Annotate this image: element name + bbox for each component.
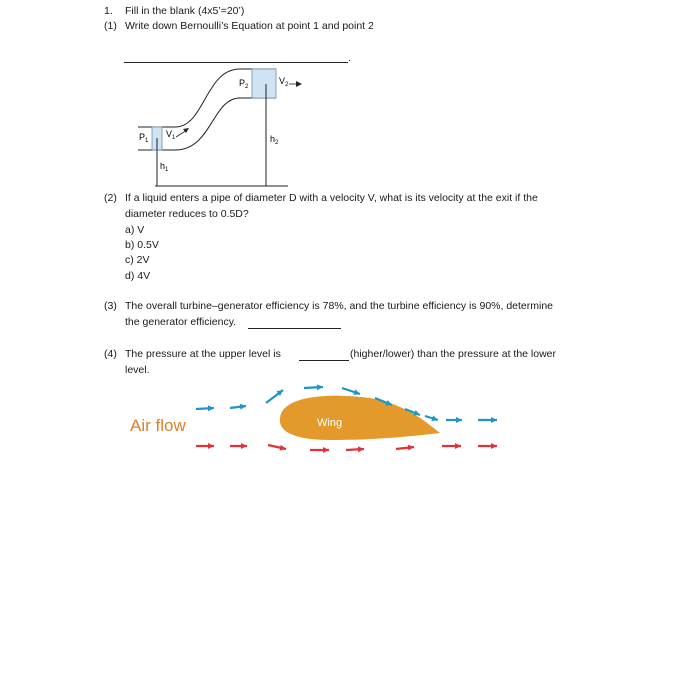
q1-answer-blank[interactable] [124, 62, 348, 63]
q4-number: (4) [104, 348, 117, 360]
q2-option-a[interactable]: a) V [125, 224, 145, 236]
q4-text-line1b: (higher/lower) than the pressure at the lower [350, 348, 557, 360]
bernoulli-pipe-diagram [130, 64, 310, 190]
blue-arrow [342, 388, 360, 394]
airflow-label: Air flow [130, 416, 186, 435]
h1-label: $h_1$ [160, 161, 169, 173]
red-arrow [268, 445, 286, 449]
q3-text-line1: The overall turbine–generator efficiency is 78%, and the turbine efficiency is 90%, determine [125, 300, 554, 312]
q1-text: Write down Bernoulli’s Equation at point 1 and point 2 [125, 20, 374, 32]
q1-number: (1) [104, 20, 117, 32]
q2-text-line2: diameter reduces to 0.5D? [125, 208, 249, 220]
wing-label: Wing [317, 417, 343, 429]
q4-answer-blank[interactable] [299, 360, 349, 361]
q4-text-line1a: The pressure at the upper level is [125, 348, 281, 360]
h2-label: $h_2$ [270, 134, 279, 146]
q2-option-d[interactable]: d) 4V [125, 270, 151, 282]
airflow-wing-figure [120, 376, 520, 462]
v1-label: $V_1$ [166, 129, 176, 141]
q4-text-line2: level. [125, 364, 150, 376]
blue-arrow [230, 406, 246, 408]
v2-label: $V_2$ [279, 76, 289, 88]
q3-number: (3) [104, 300, 117, 312]
section-title: Fill in the blank (4x5’=20’) [125, 5, 245, 17]
outlet-section [252, 69, 276, 98]
lower-airflow-arrows [196, 445, 497, 450]
p1-label: $P_1$ [139, 132, 149, 144]
blue-arrow [425, 416, 438, 420]
red-arrow [346, 449, 364, 450]
q3-answer-blank[interactable] [248, 328, 341, 329]
blue-arrow [196, 408, 214, 409]
blue-arrow [266, 390, 283, 403]
q2-option-b[interactable]: b) 0.5V [125, 239, 159, 251]
q2-text-line1: If a liquid enters a pipe of diameter D with a velocity V, what is its velocity at the exit if the [125, 192, 538, 204]
blue-arrow [304, 387, 323, 388]
q2-number: (2) [104, 192, 117, 204]
section-number: 1. [104, 5, 113, 17]
p2-label: $P_2$ [239, 78, 249, 90]
wing-shape [280, 396, 440, 440]
v2-arrowhead [296, 81, 302, 87]
q3-text-line2: the generator efficiency. [125, 316, 237, 328]
red-arrow [396, 447, 414, 449]
q1-period: . [348, 52, 351, 64]
q2-option-c[interactable]: c) 2V [125, 254, 150, 266]
